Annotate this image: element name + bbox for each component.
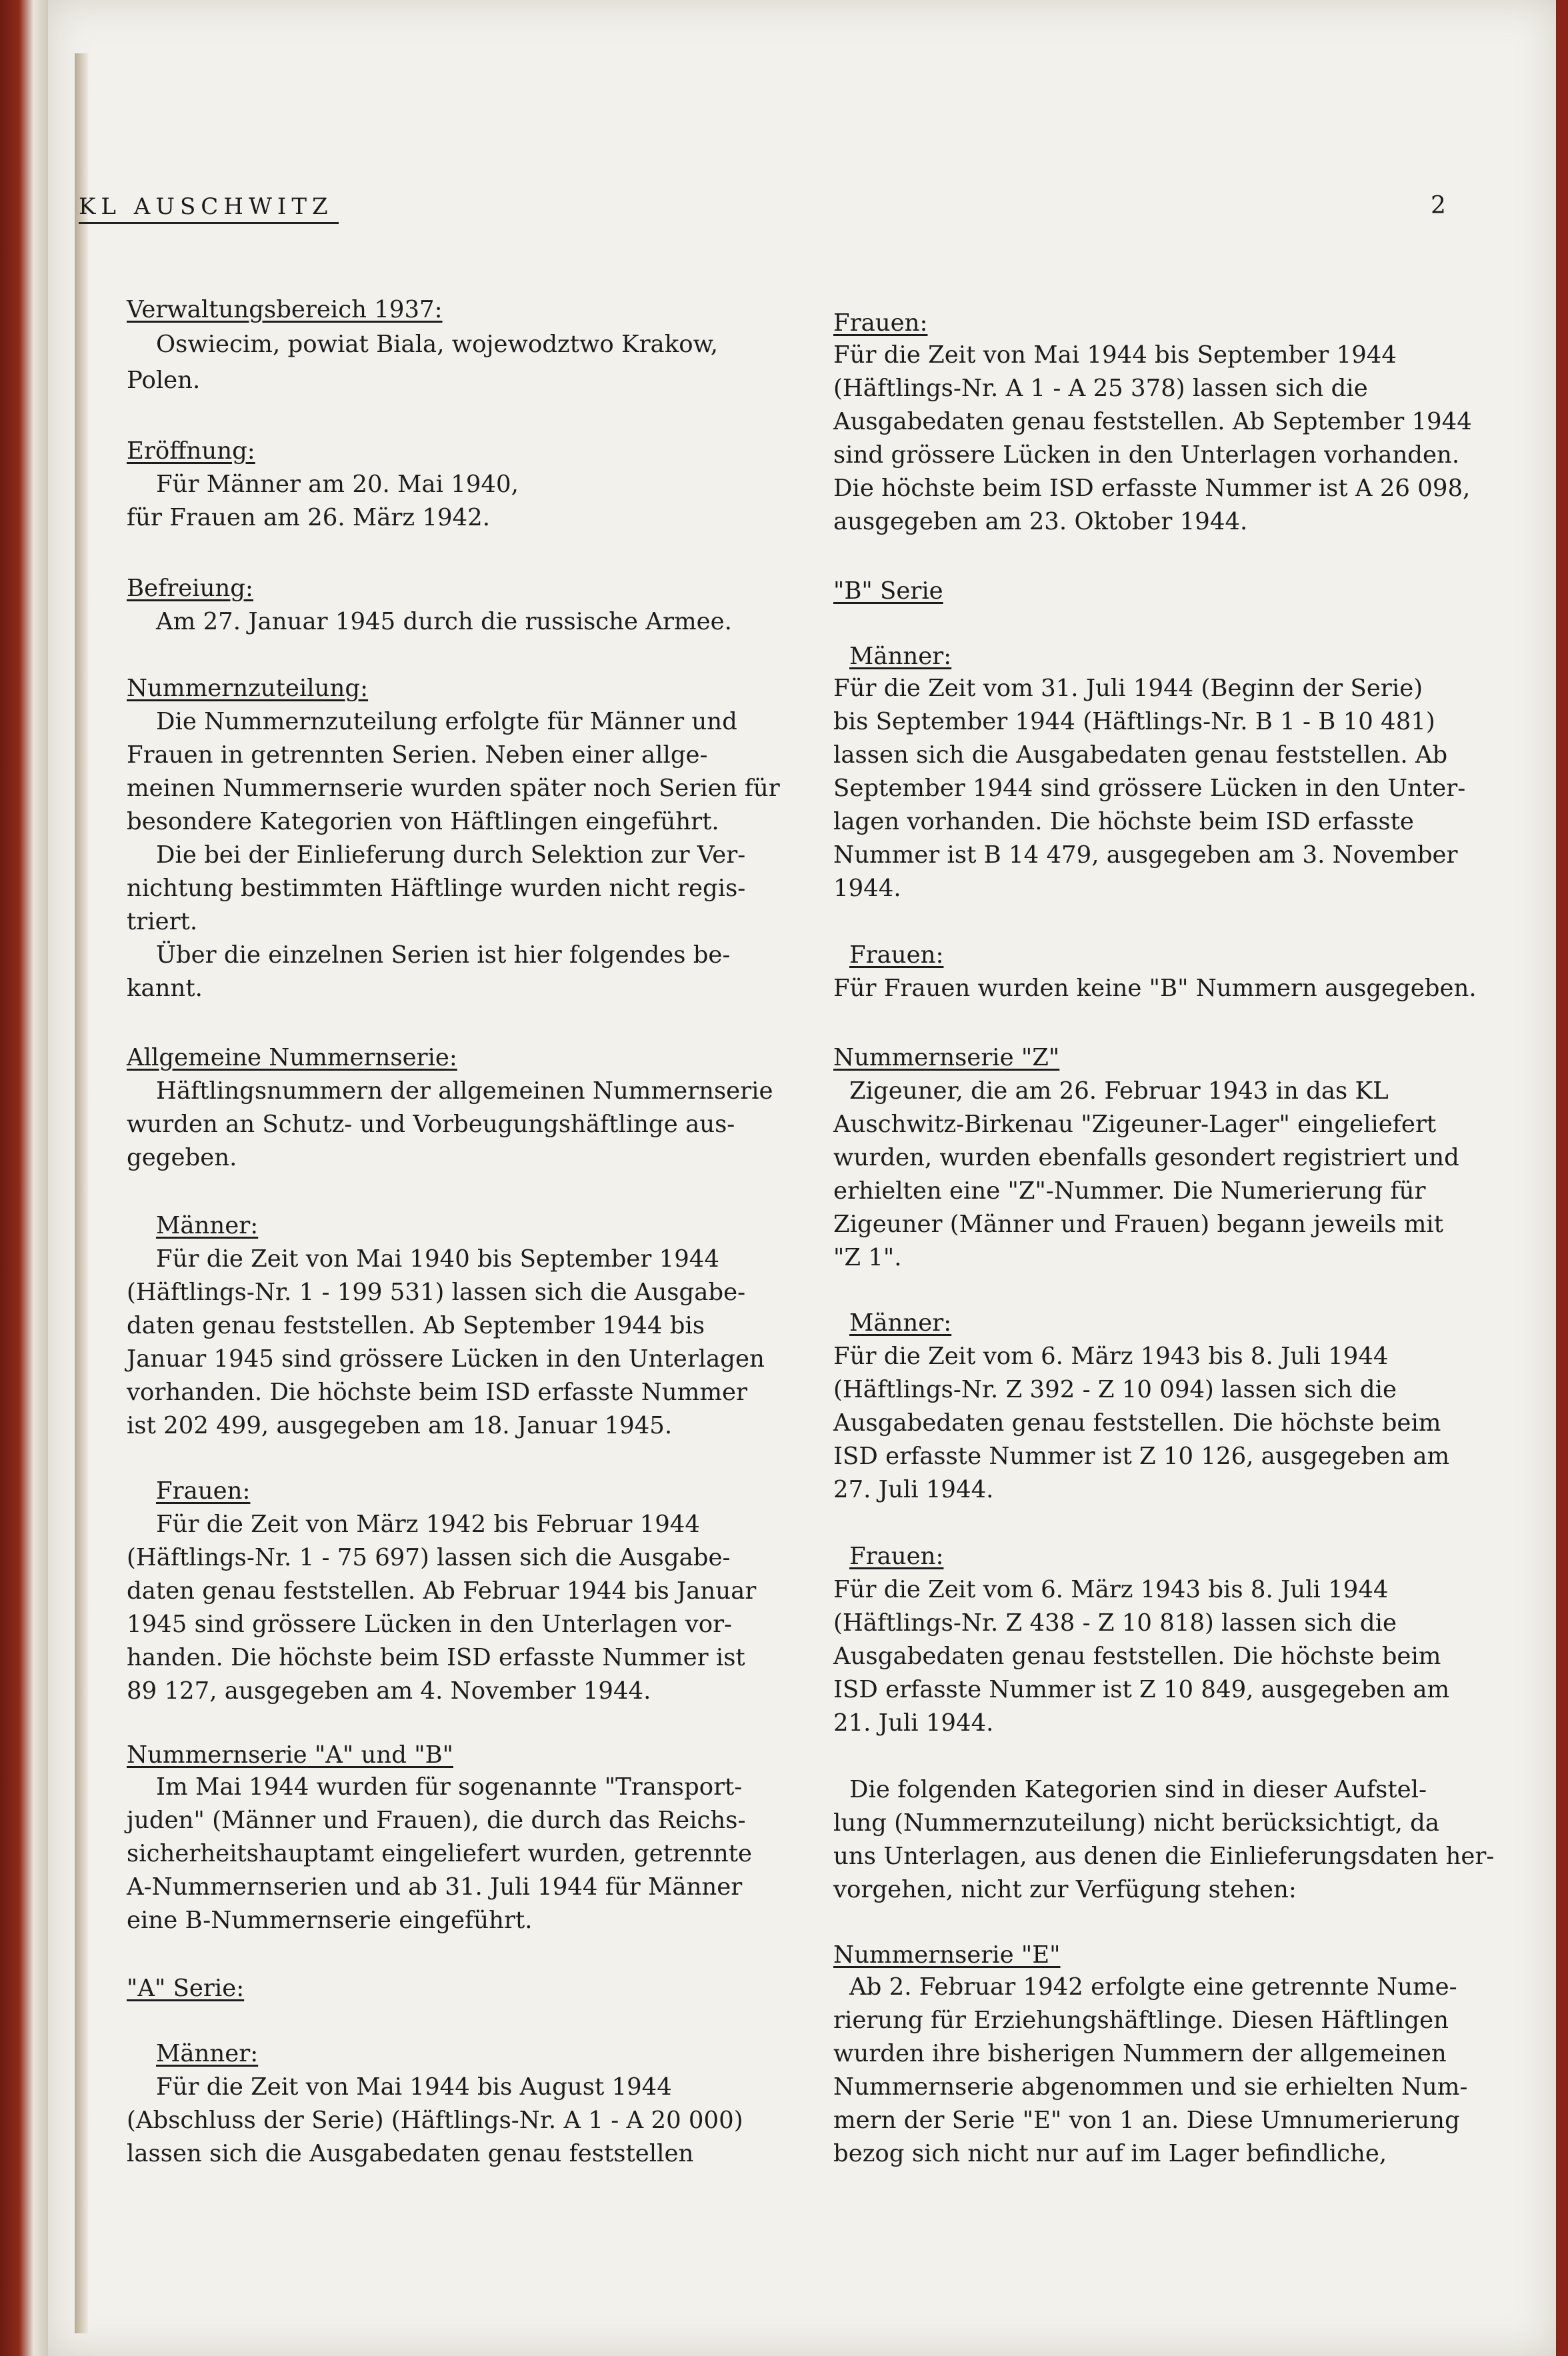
section-heading: Männer: [156, 2040, 259, 2067]
text-line: Oswiecim, powiat Biala, wojewodztwo Krakow, [156, 331, 719, 358]
text-line: Für Männer am 20. Mai 1940, [156, 471, 519, 498]
text-line: nichtung bestimmten Häftlinge wurden nicht regis- [127, 875, 746, 902]
text-line: eine B-Nummernserie eingeführt. [127, 1907, 533, 1934]
text-line: Für Frauen wurden keine "B" Nummern ausgegeben. [833, 975, 1477, 1002]
text-line: ausgegeben am 23. Oktober 1944. [833, 508, 1248, 535]
text-line: 1944. [833, 875, 901, 902]
text-line: Im Mai 1944 wurden für sogenannte "Transport- [156, 1773, 743, 1801]
text-line: Januar 1945 sind grössere Lücken in den Unterlagen [127, 1345, 765, 1373]
text-line: Nummernserie abgenommen und sie erhielten Num- [833, 2073, 1468, 2101]
text-line: Zigeuner, die am 26. Februar 1943 in das KL [849, 1077, 1389, 1105]
text-line: "Z 1". [833, 1244, 902, 1271]
section-heading: Allgemeine Nummernserie: [127, 1044, 457, 1071]
text-line: besondere Kategorien von Häftlingen eingeführt. [127, 808, 719, 835]
text-line: Frauen in getrennten Serien. Neben einer allge- [127, 741, 708, 769]
section-heading: Befreiung: [127, 575, 253, 602]
text-line: Über die einzelnen Serien ist hier folgendes be- [156, 941, 731, 969]
section-heading: Verwaltungsbereich 1937: [127, 296, 443, 323]
text-line: Ausgabedaten genau feststellen. Die höchste beim [833, 1409, 1441, 1437]
header-rule [79, 222, 339, 224]
text-line: Nummer ist B 14 479, ausgegeben am 3. November [833, 841, 1458, 869]
text-line: bis September 1944 (Häftlings-Nr. B 1 - B 10 481) [833, 708, 1435, 735]
text-line: September 1944 sind grössere Lücken in den Unter- [833, 775, 1466, 802]
document-page [48, 0, 1556, 2356]
section-heading: Nummernzuteilung: [127, 675, 369, 702]
section-heading: Eröffnung: [127, 437, 255, 465]
text-line: (Häftlings-Nr. Z 392 - Z 10 094) lassen sich die [833, 1376, 1397, 1403]
text-line: Ausgabedaten genau feststellen. Ab September 1944 [833, 408, 1472, 435]
text-line: lung (Nummernzuteilung) nicht berücksichtigt, da [833, 1809, 1440, 1837]
text-line: wurden, wurden ebenfalls gesondert registriert und [833, 1144, 1459, 1171]
text-line: (Häftlings-Nr. Z 438 - Z 10 818) lassen sich die [833, 1609, 1397, 1637]
section-heading: Frauen: [849, 1543, 944, 1570]
text-line: ist 202 499, ausgegeben am 18. Januar 1945. [127, 1412, 673, 1439]
text-line: kannt. [127, 975, 203, 1002]
text-line: rierung für Erziehungshäftlinge. Diesen Häftlingen [833, 2007, 1449, 2034]
text-line: erhielten eine "Z"-Nummer. Die Numerierung für [833, 1177, 1426, 1205]
section-heading: Frauen: [849, 941, 944, 969]
section-heading: Männer: [849, 643, 952, 670]
binding-shadow [75, 53, 88, 2333]
text-line: (Abschluss der Serie) (Häftlings-Nr. A 1 - A 20 000) [127, 2107, 743, 2134]
text-line: vorgehen, nicht zur Verfügung stehen: [833, 1876, 1297, 1903]
section-heading: Frauen: [833, 309, 928, 337]
text-line: 27. Juli 1944. [833, 1476, 994, 1503]
text-line: Am 27. Januar 1945 durch die russische Armee. [156, 608, 732, 635]
text-line: wurden ihre bisherigen Nummern der allgemeinen [833, 2040, 1447, 2067]
text-line: 21. Juli 1944. [833, 1709, 994, 1737]
text-line: daten genau feststellen. Ab September 1944 bis [127, 1312, 705, 1339]
section-heading: Nummernserie "A" und "B" [127, 1741, 453, 1769]
text-line: sind grössere Lücken in den Unterlagen vorhanden. [833, 441, 1460, 469]
section-heading: Nummernserie "Z" [833, 1044, 1060, 1071]
text-line: 89 127, ausgegeben am 4. November 1944. [127, 1677, 651, 1705]
text-line: triert. [127, 908, 198, 935]
text-line: Die folgenden Kategorien sind in dieser Aufstel- [849, 1776, 1427, 1803]
text-line: Ausgabedaten genau feststellen. Die höchste beim [833, 1643, 1441, 1670]
text-line: Für die Zeit von Mai 1940 bis September 1944 [156, 1245, 719, 1273]
page-number: 2 [1431, 192, 1446, 219]
text-line: (Häftlings-Nr. A 1 - A 25 378) lassen sich die [833, 375, 1368, 402]
text-line: Für die Zeit von März 1942 bis Februar 1944 [156, 1511, 700, 1538]
text-line: Ab 2. Februar 1942 erfolgte eine getrennte Nume- [849, 1973, 1457, 2001]
text-line: Auschwitz-Birkenau "Zigeuner-Lager" eingeliefert [833, 1111, 1437, 1138]
text-line: A-Nummernserien und ab 31. Juli 1944 für Männer [127, 1873, 743, 1901]
text-line: Für die Zeit vom 31. Juli 1944 (Beginn der Serie) [833, 675, 1423, 702]
text-line: Die bei der Einlieferung durch Selektion zur Ver- [156, 841, 746, 869]
text-line: 1945 sind grössere Lücken in den Unterlagen vor- [127, 1611, 733, 1638]
text-line: Die höchste beim ISD erfasste Nummer ist A 26 098, [833, 475, 1471, 502]
text-line: daten genau feststellen. Ab Februar 1944 bis Januar [127, 1577, 757, 1605]
section-heading: Männer: [849, 1309, 952, 1337]
text-line: Zigeuner (Männer und Frauen) begann jeweils mit [833, 1211, 1444, 1238]
section-heading: "B" Serie [833, 577, 943, 605]
text-line: Für die Zeit von Mai 1944 bis September 1944 [833, 341, 1397, 369]
text-line: ISD erfasste Nummer ist Z 10 126, ausgegeben am [833, 1443, 1450, 1470]
text-line: (Häftlings-Nr. 1 - 199 531) lassen sich die Ausgabe- [127, 1279, 746, 1306]
section-heading: Frauen: [156, 1477, 251, 1505]
text-line: (Häftlings-Nr. 1 - 75 697) lassen sich die Ausgabe- [127, 1544, 731, 1571]
binding-edge [0, 0, 48, 2356]
section-heading: Männer: [156, 1212, 259, 1239]
text-line: Polen. [127, 367, 201, 394]
text-line: sicherheitshauptamt eingeliefert wurden, getrennte [127, 1840, 752, 1867]
text-line: meinen Nummernserie wurden später noch Serien für [127, 775, 780, 802]
text-line: Häftlingsnummern der allgemeinen Nummernserie [156, 1077, 773, 1105]
text-line: bezog sich nicht nur auf im Lager befindliche, [833, 2140, 1387, 2167]
text-line: Für die Zeit vom 6. März 1943 bis 8. Juli 1944 [833, 1343, 1389, 1370]
text-line: wurden an Schutz- und Vorbeugungshäftlinge aus- [127, 1111, 735, 1138]
section-heading: "A" Serie: [127, 1975, 245, 2002]
text-line: lassen sich die Ausgabedaten genau feststellen. Ab [833, 741, 1448, 769]
text-line: für Frauen am 26. März 1942. [127, 504, 490, 531]
text-line: vorhanden. Die höchste beim ISD erfasste Nummer [127, 1379, 747, 1406]
text-line: lassen sich die Ausgabedaten genau feststellen [127, 2140, 694, 2167]
text-line: Für die Zeit von Mai 1944 bis August 1944 [156, 2073, 672, 2101]
section-heading: Nummernserie "E" [833, 1941, 1061, 1969]
text-line: ISD erfasste Nummer ist Z 10 849, ausgegeben am [833, 1676, 1450, 1703]
text-line: mern der Serie "E" von 1 an. Diese Umnumerierung [833, 2107, 1460, 2134]
text-line: uns Unterlagen, aus denen die Einlieferungsdaten her- [833, 1843, 1495, 1870]
text-line: Für die Zeit vom 6. März 1943 bis 8. Juli 1944 [833, 1576, 1389, 1603]
text-line: Die Nummernzuteilung erfolgte für Männer und [156, 708, 737, 735]
page-header-title: KL AUSCHWITZ [79, 193, 333, 220]
text-line: juden" (Männer und Frauen), die durch das Reichs- [127, 1807, 746, 1834]
text-line: lagen vorhanden. Die höchste beim ISD erfasste [833, 808, 1414, 835]
text-line: gegeben. [127, 1144, 237, 1171]
text-line: handen. Die höchste beim ISD erfasste Nummer ist [127, 1644, 745, 1671]
